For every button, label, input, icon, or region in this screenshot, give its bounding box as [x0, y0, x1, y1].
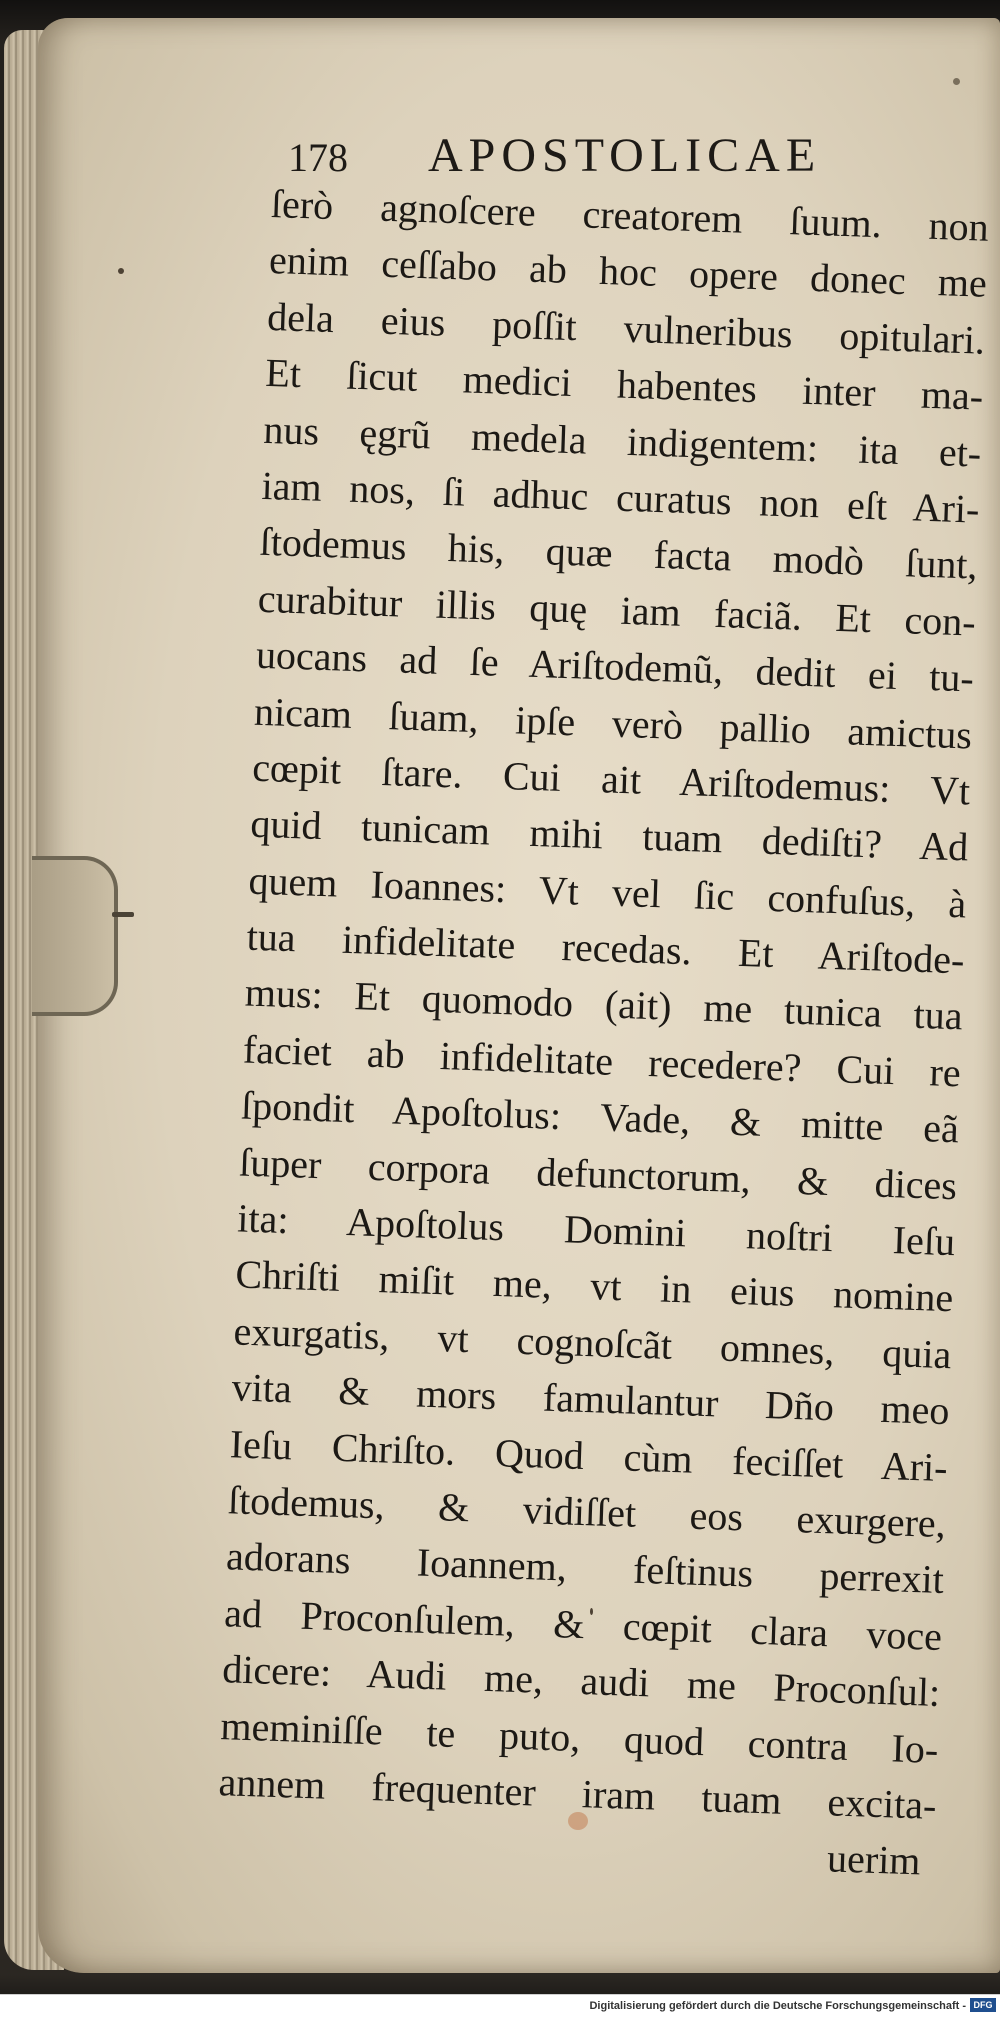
- text-line: quem Ioannes: Vt vel ſic confuſus, à: [247, 857, 968, 927]
- text-line: curabitur illis quę iam faciã. Et con-: [257, 575, 977, 645]
- page-number: 178: [288, 135, 348, 180]
- text-line: faciet ab infidelitate recedere? Cui re: [242, 1026, 962, 1096]
- margin-mark: [112, 912, 134, 917]
- text-line: dela eius poſſit vulneribus opitulari.: [266, 293, 986, 363]
- text-line: meminiſſe te puto, quod contra Io-: [219, 1702, 939, 1772]
- text-line: ſpondit Apoſtolus: Vade, & mitte eã: [240, 1082, 960, 1152]
- text-line: Et ſicut medici habentes inter ma-: [264, 350, 984, 419]
- paper-speck: [953, 78, 960, 85]
- catchword: uerim: [826, 1835, 922, 1884]
- text-line: vita & mors famulantur Dño meo: [231, 1364, 951, 1434]
- text-line: quid tunicam mihi tuam dediſti? Ad: [249, 800, 969, 870]
- running-title: APOSTOLICAE: [428, 129, 822, 182]
- dfg-logo-icon: DFG: [970, 1998, 996, 2012]
- text-line: iam nos, ſi adhuc curatus non eſt Ari-: [260, 462, 981, 532]
- text-line: adorans Ioannem, feſtinus perrexit: [225, 1533, 945, 1603]
- text-line: tua infidelitate recedas. Et Ariſtode-: [246, 913, 966, 983]
- text-line: ſtodemus, & vidiſſet eos exurgere,: [227, 1477, 947, 1547]
- text-line: annem frequenter iram tuam excita-: [217, 1759, 938, 1828]
- text-line: enim ceſſabo ab hoc opere donec me: [268, 237, 988, 307]
- text-line: ſerò agnoſcere creatorem ſuum. non: [270, 180, 990, 250]
- text-line: cœpit ſtare. Cui ait Ariſtodemus: Vt: [251, 744, 971, 814]
- paper-speck: [118, 268, 124, 274]
- text-line: Ieſu Chriſto. Quod cùm feciſſet Ari-: [229, 1420, 949, 1490]
- text-line: ſuper corpora defunctorum, & dices: [238, 1139, 958, 1208]
- text-line: uocans ad ſe Ariſtodemũ, dedit ei tu-: [255, 631, 975, 701]
- text-line: nicam ſuam, ipſe verò pallio amictus: [253, 688, 973, 758]
- text-line: mus: Et quomodo (ait) me tunica tua: [244, 970, 964, 1039]
- text-line: ad Proconſulem, & cœpit clara voce: [223, 1589, 943, 1659]
- footer-credit: Digitalisierung gefördert durch die Deutsche Forschungsgemeinschaft -: [589, 2000, 966, 2012]
- text-line: Chriſti miſit me, vt in eius nomine: [234, 1251, 954, 1321]
- binding-clasp: [32, 856, 118, 1016]
- text-line: nus ęgrũ medela indigentem: ita et-: [262, 406, 982, 476]
- text-line: ita: Apoſtolus Domini noſtri Ieſu: [236, 1195, 956, 1265]
- text-line: ſtodemus his, quæ facta modò ſunt,: [259, 519, 979, 588]
- text-line: dicere: Audi me, audi me Proconſul:: [221, 1646, 941, 1716]
- text-line: exurgatis, vt cognoſcãt omnes, quia: [232, 1308, 953, 1377]
- body-text: [216, 176, 990, 1891]
